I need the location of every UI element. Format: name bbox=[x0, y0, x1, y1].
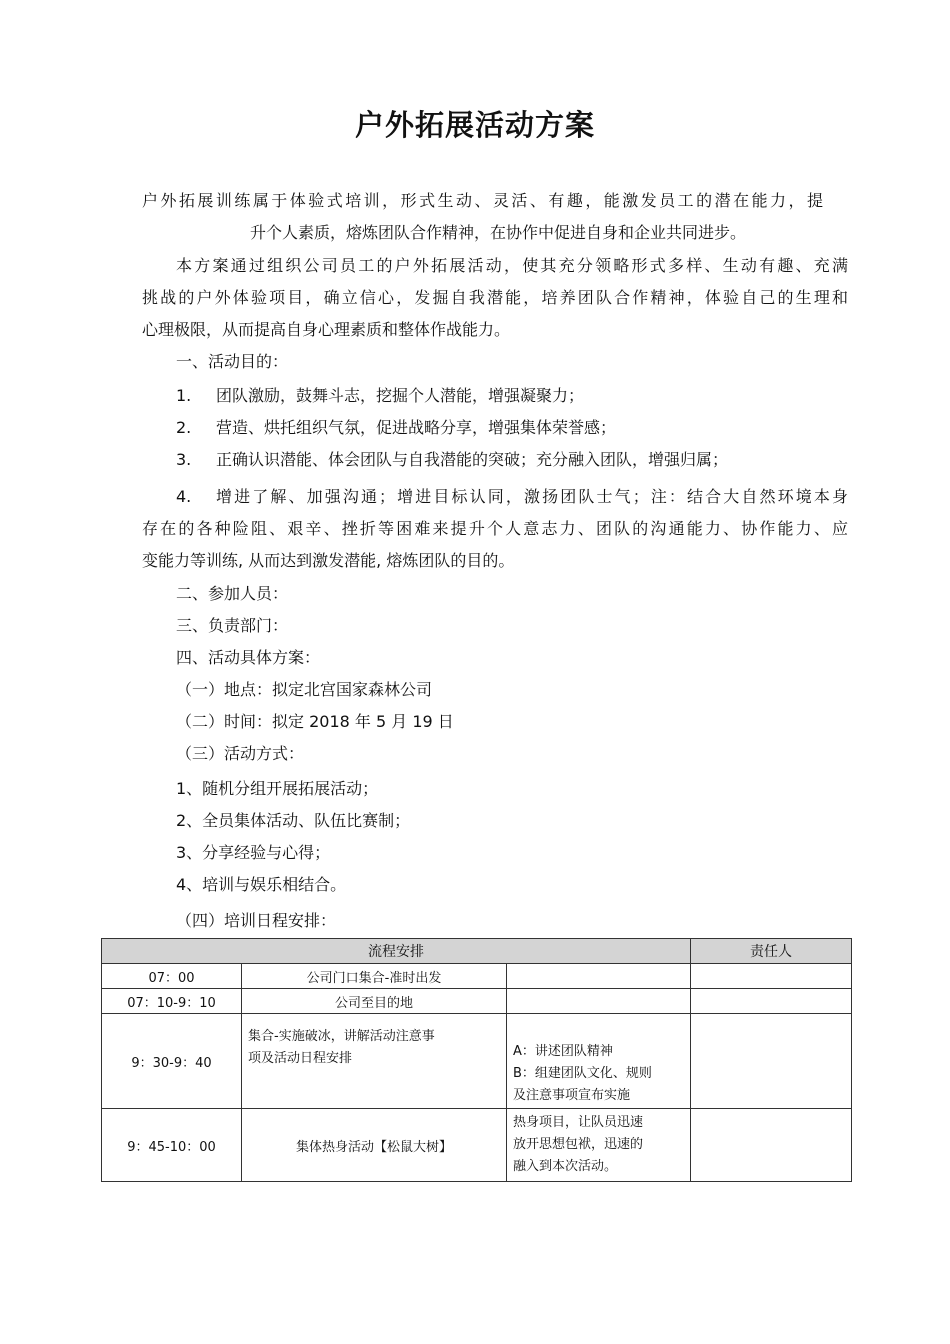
row2-owner bbox=[691, 989, 852, 1014]
row3-time: 9：30-9：40 bbox=[102, 1014, 242, 1109]
header-owner: 责任人 bbox=[691, 939, 852, 964]
row2-notes bbox=[507, 989, 691, 1014]
table-row bbox=[102, 1109, 852, 1182]
schedule-header-row bbox=[102, 939, 852, 964]
goal-item-3-num: 3. bbox=[176, 450, 192, 469]
row3-activity-line2: 项及活动日程安排 bbox=[248, 1051, 353, 1066]
schedule-heading: （四）培训日程安排： bbox=[176, 911, 337, 930]
row4-owner bbox=[691, 1109, 852, 1182]
schedule-table bbox=[101, 938, 852, 1182]
section2-heading: 二、参加人员： bbox=[176, 584, 289, 603]
row2-activity: 公司至目的地 bbox=[242, 989, 507, 1014]
goal-item-4-cont1: 存在的各种险阻、艰辛、挫折等困难来提升个人意志力、团队的沟通能力、协作能力、应 bbox=[142, 519, 848, 538]
row1-time: 07：00 bbox=[102, 964, 242, 989]
row1-owner bbox=[691, 964, 852, 989]
row4-note-1: 热身项目，让队员迅速 bbox=[513, 1115, 644, 1130]
row2-time: 07：10-9：10 bbox=[102, 989, 242, 1014]
row4-activity: 集体热身活动【松鼠大树】 bbox=[242, 1109, 507, 1182]
method-item-1: 1、随机分组开展拓展活动； bbox=[176, 779, 379, 798]
method-item-3: 3、分享经验与心得； bbox=[176, 843, 331, 862]
row3-notes bbox=[507, 1014, 691, 1109]
intro-p2-line3: 心理极限，从而提高自身心理素质和整体作战能力。 bbox=[142, 320, 511, 339]
method-heading: （三）活动方式： bbox=[176, 744, 305, 763]
goal-item-4-cont2: 变能力等训练, 从而达到激发潜能, 熔炼团队的目的。 bbox=[142, 551, 515, 570]
intro-p2-line2: 挑战的户外体验项目，确立信心，发掘自我潜能，培养团队合作精神，体验自己的生理和 bbox=[142, 288, 848, 307]
row3-note-1: A：讲述团队精神 bbox=[513, 1044, 613, 1059]
location-line: （一）地点：拟定北宫国家森林公司 bbox=[176, 680, 433, 699]
goal-item-2-num: 2. bbox=[176, 418, 192, 437]
row4-note-3: 融入到本次活动。 bbox=[513, 1159, 618, 1174]
row3-owner bbox=[691, 1014, 852, 1109]
goal-item-4-num: 4. bbox=[176, 487, 192, 506]
intro-p1-line1: 户外拓展训练属于体验式培训，形式生动、灵活、有趣，能激发员工的潜在能力，提 bbox=[142, 191, 823, 210]
method-item-2: 2、全员集体活动、队伍比赛制； bbox=[176, 811, 411, 830]
goal-item-4-text: 增进了解、加强沟通；增进目标认同，激扬团队士气；注：结合大自然环境本身 bbox=[216, 487, 848, 506]
goal-item-1-text: 团队激励，鼓舞斗志，挖掘个人潜能，增强凝聚力； bbox=[216, 386, 585, 405]
row4-note-2: 放开思想包袱，迅速的 bbox=[513, 1137, 644, 1152]
table-row bbox=[102, 964, 852, 989]
row4-time: 9：45-10：00 bbox=[102, 1109, 242, 1182]
row3-activity bbox=[242, 1014, 507, 1109]
goal-item-3-text: 正确认识潜能、体会团队与自我潜能的突破；充分融入团队，增强归属； bbox=[216, 450, 729, 469]
section3-heading: 三、负责部门： bbox=[176, 616, 289, 635]
row1-notes bbox=[507, 964, 691, 989]
row1-activity: 公司门口集合-准时出发 bbox=[242, 964, 507, 989]
row3-note-2: B：组建团队文化、规则 bbox=[513, 1066, 652, 1081]
row3-note-3: 及注意事项宣布实施 bbox=[513, 1088, 631, 1103]
table-row bbox=[102, 989, 852, 1014]
goal-item-2-text: 营造、烘托组织气氛，促进战略分享，增强集体荣誉感； bbox=[216, 418, 617, 437]
section4-heading: 四、活动具体方案： bbox=[176, 648, 321, 667]
intro-p2-line1: 本方案通过组织公司员工的户外拓展活动，使其充分领略形式多样、生动有趣、充满 bbox=[176, 256, 848, 275]
row4-notes bbox=[507, 1109, 691, 1182]
table-row bbox=[102, 1014, 852, 1109]
header-flow: 流程安排 bbox=[102, 939, 691, 964]
document-title: 户外拓展活动方案 bbox=[354, 108, 595, 142]
section1-heading: 一、活动目的： bbox=[176, 352, 289, 371]
goal-item-1-num: 1. bbox=[176, 386, 192, 405]
method-item-4: 4、培训与娱乐相结合。 bbox=[176, 875, 347, 894]
intro-p1-line2: 升个人素质，熔炼团队合作精神，在协作中促进自身和企业共同进步。 bbox=[250, 223, 747, 242]
time-line: （二）时间：拟定 2018 年 5 月 19 日 bbox=[176, 712, 454, 731]
row3-activity-line1: 集合-实施破冰，讲解活动注意事 bbox=[248, 1029, 435, 1044]
